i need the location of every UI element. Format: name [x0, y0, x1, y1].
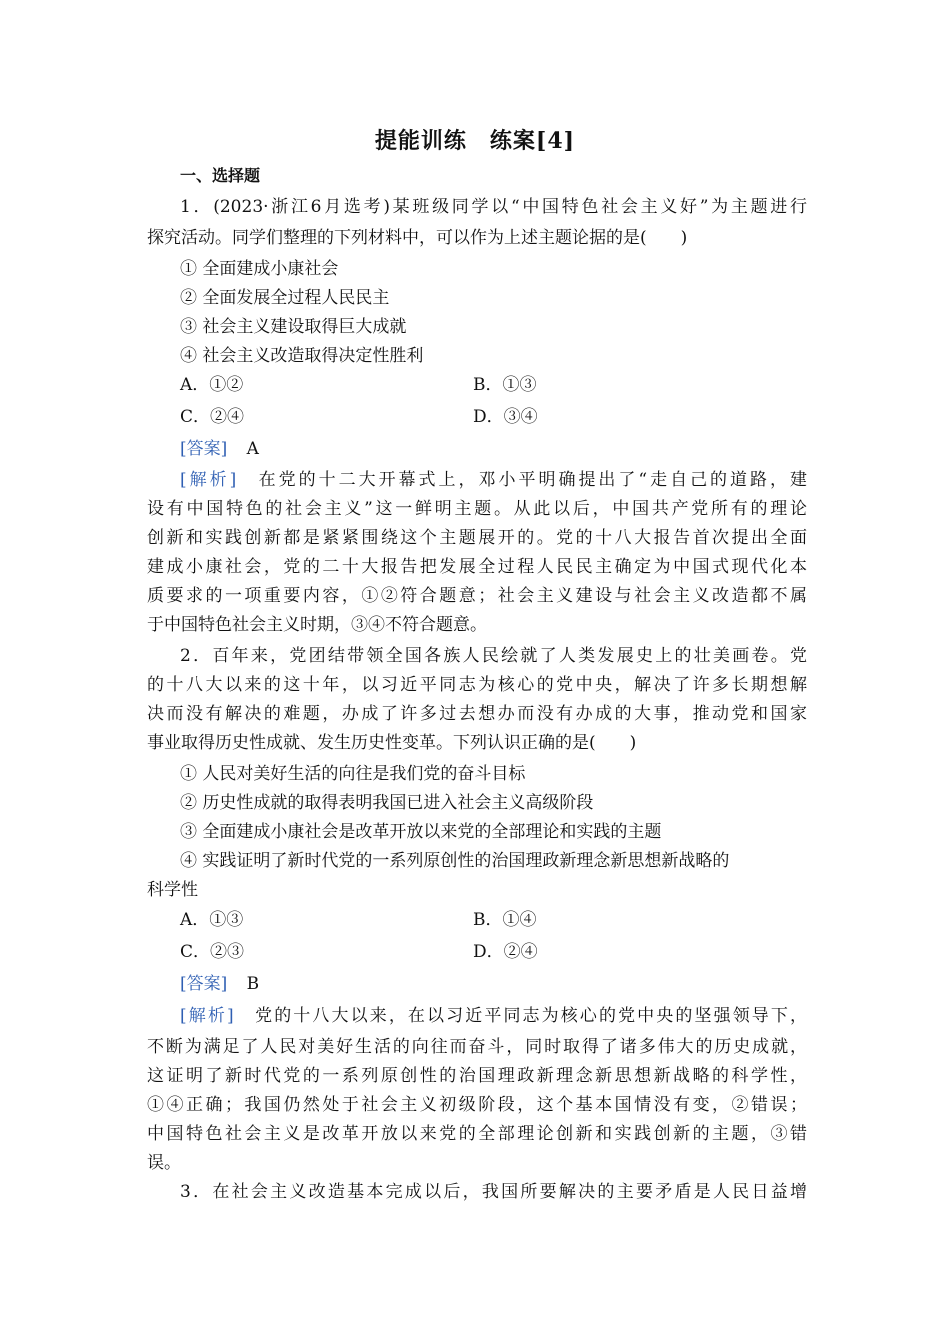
q1-analysis-line3: 创新和实践创新都是紧紧围绕这个主题展开的。党的十八大报告首次提出全面: [147, 528, 807, 548]
q2-analysis-line6: 误。: [147, 1153, 181, 1173]
q2-stem-line4: 事业取得历史性成就、发生历史性变革。下列认识正确的是( ): [147, 733, 637, 753]
q2-item-2: ② 历史性成就的取得表明我国已进入社会主义高级阶段: [180, 793, 594, 813]
q2-option-b: B．①④: [473, 910, 537, 930]
q1-stem-line1: 1．(2023·浙江6月选考)某班级同学以“中国特色社会主义好”为主题进行: [180, 197, 807, 217]
q1-option-c: C．②④: [180, 407, 245, 427]
answer-value: B: [246, 974, 260, 994]
q1-analysis-line2: 设有中国特色的社会主义”这一鲜明主题。从此以后，中国共产党所有的理论: [147, 499, 807, 519]
page-title: 提能训练 练案[4]: [374, 128, 576, 154]
q2-analysis-line1: [180, 1005, 807, 1027]
q1-item-1: ① 全面建成小康社会: [180, 259, 339, 279]
q2-analysis-line5: 中国特色社会主义是改革开放以来党的全部理论创新和实践创新的主题，③错: [147, 1124, 807, 1144]
answer-tag: [答案]: [180, 974, 228, 994]
q2-stem-line3: 决而没有解决的难题，办成了许多过去想办而没有办成的大事，推动党和国家: [147, 704, 807, 724]
analysis-tag: [解析]: [180, 1006, 234, 1026]
answer-value: A: [246, 439, 259, 459]
q2-item-4: ④ 实践证明了新时代党的一系列原创性的治国理政新理念新思想新战略的: [180, 851, 730, 871]
q2-analysis-line4: ①④正确；我国仍然处于社会主义初级阶段，这个基本国情没有变，②错误；: [147, 1095, 807, 1115]
section-heading: 一、选择题: [180, 166, 261, 185]
q1-option-b: B．①③: [473, 375, 537, 395]
q2-item-3: ③ 全面建成小康社会是改革开放以来党的全部理论和实践的主题: [180, 822, 662, 842]
analysis-text: 党的十八大以来，在以习近平同志为核心的党中央的坚强领导下，: [255, 1006, 808, 1026]
q2-analysis-line2: 不断为满足了人民对美好生活的向往而奋斗，同时取得了诸多伟大的历史成就，: [147, 1037, 807, 1057]
q2-item-1: ① 人民对美好生活的向往是我们党的奋斗目标: [180, 764, 526, 784]
q2-item-4-cont: 科学性: [147, 880, 198, 900]
q2-answer: [180, 973, 840, 995]
q2-option-c: C．②③: [180, 942, 245, 962]
answer-tag: [答案]: [180, 439, 228, 459]
analysis-tag: [解析]: [180, 470, 237, 490]
q2-option-a: A．①③: [180, 910, 244, 930]
q2-analysis-line3: 这证明了新时代党的一系列原创性的治国理政新理念新思想新战略的科学性，: [147, 1066, 807, 1086]
q1-item-3: ③ 社会主义建设取得巨大成就: [180, 317, 407, 337]
q1-analysis-line1: [180, 469, 807, 491]
q2-stem-line1: 2．百年来，党团结带领全国各族人民绘就了人类发展史上的壮美画卷。党: [180, 646, 807, 666]
q1-analysis-line5: 质要求的一项重要内容，①②符合题意；社会主义建设与社会主义改造都不属: [147, 586, 807, 606]
q1-analysis-line6: 于中国特色社会主义时期，③④不符合题意。: [147, 615, 487, 635]
q2-stem-line2: 的十八大以来的这十年，以习近平同志为核心的党中央，解决了许多长期想解: [147, 675, 807, 695]
q1-item-4: ④ 社会主义改造取得决定性胜利: [180, 346, 424, 366]
q1-item-2: ② 全面发展全过程人民民主: [180, 288, 390, 308]
analysis-text: 在党的十二大开幕式上，邓小平明确提出了“走自己的道路，建: [258, 470, 808, 490]
q1-answer: [180, 438, 840, 460]
q1-option-a: A．①②: [180, 375, 244, 395]
q1-stem-line2: 探究活动。同学们整理的下列材料中，可以作为上述主题论据的是( ): [147, 228, 688, 248]
q3-stem-line1: 3．在社会主义改造基本完成以后，我国所要解决的主要矛盾是人民日益增: [180, 1182, 807, 1202]
q2-option-d: D．②④: [473, 942, 538, 962]
q1-analysis-line4: 建成小康社会，党的二十大报告把发展全过程人民民主确定为中国式现代化本: [147, 557, 807, 577]
q1-option-d: D．③④: [473, 407, 538, 427]
